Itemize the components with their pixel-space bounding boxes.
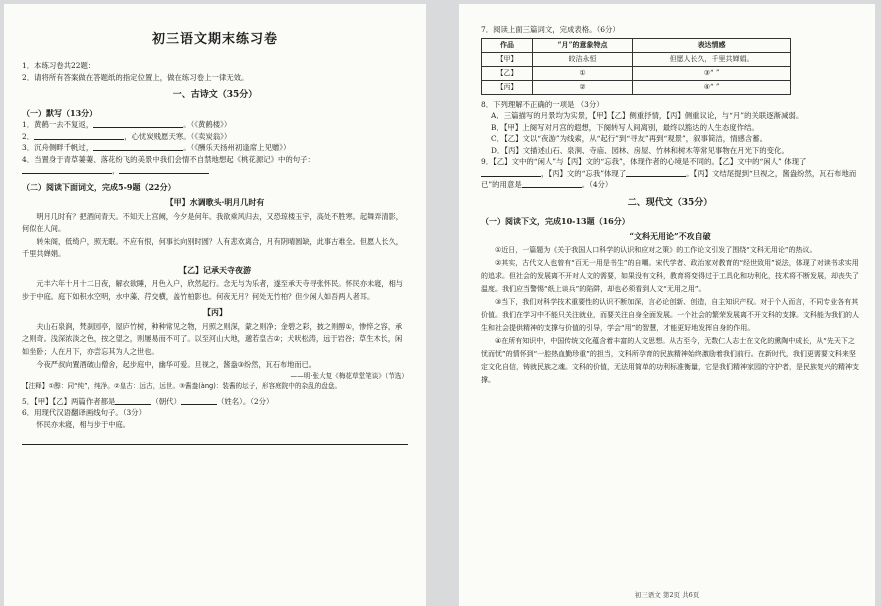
- answer-blank[interactable]: [522, 180, 582, 188]
- essay-paragraph: ④在所有知识中，中国传统文化蕴含着丰富的人文思想。从古至今，无数仁人志士在文化的熏陶中成长，从“先天下之忧而忧”的情怀到“一腔热血勤珍重”的担当，文科所孕育的民族精神始终激励着我们前行。在新时代，我们更需要文科来坚定文化自信，铸就民族之魂。文科的价值，无法用简单的功利标准衡量，它是我们精神家园的守护者，是民族复兴的精神支撑。: [481, 336, 859, 384]
- question-8-option-b: B．【甲】上阕写对月宫的遐想，下阕转写人间离别，最终以豁达的人生态度作结。: [491, 122, 759, 132]
- answer-line[interactable]: [22, 435, 408, 445]
- answer-blank[interactable]: [93, 120, 183, 128]
- dictation-question-4-blanks: ，: [22, 165, 408, 176]
- question-8-option-d: D．【丙】文描述山石、泉涧、寺庙、园林、房屋、竹林和树木等常见事物在月光下的变化。: [491, 145, 789, 155]
- question-9: 9．【乙】文中的“闲人”与【丙】文的“忘我”，体现作者的心境是不同的。【乙】文中的“闲人” 体现了，【丙】文的“忘我”体现了 。【丙】文结尾提到“旦视之，酱盎纷然，瓦石布地而已”的用意是 。（4分）: [481, 157, 857, 190]
- text-jia-paragraph: 明月几时有？把酒问青天。不知天上宫阙，今夕是何年。我欲乘风归去，又恐琼楼玉宇，高处不胜寒。起舞弄清影，何似在人间。: [22, 211, 403, 234]
- question-6: 6．用现代汉语翻译画线句子。（3分）: [22, 408, 146, 418]
- text-yi-title: 【乙】记承天寺夜游: [179, 264, 251, 275]
- text-bing-annotation: 【注释】①醇：同“纯”，纯净。②皇古：远古，远世。③酱盎(àng)：装酱的坛子，形容庭院中的杂乱的盘盘。: [22, 382, 342, 391]
- table-header: “月”的意象特点: [532, 39, 632, 53]
- text-jia-title: 【甲】水调歌头·明月几时有: [165, 197, 265, 208]
- text-bing-source: ——明·张大复《梅花草堂笔谈》（节选）: [290, 372, 408, 381]
- question-6-sentence: 怀民亦未寝，相与步于中庭。: [36, 419, 130, 429]
- exam-title: 初三语文期末练习卷: [151, 32, 278, 47]
- answer-blank[interactable]: [22, 166, 112, 174]
- part-modern-reading-title: （一）阅读下文，完成10-13题（16分）: [481, 215, 630, 226]
- section-modern-title: 二、现代文（35分）: [627, 197, 713, 208]
- table-cell-work: 【乙】: [482, 67, 533, 81]
- answer-blank[interactable]: [119, 166, 209, 174]
- essay-paragraph: ①近日，一篇题为《关于我国人口科学的认识和应对之策》的工作论文引发了围绕“文科无用论”的热议。: [495, 246, 817, 255]
- table-row: [482, 67, 791, 81]
- table-header-row: [482, 39, 791, 53]
- question-5: 5．【甲】【乙】两篇作者都是 （朝代） （姓名）。（2分）: [22, 396, 274, 406]
- dictation-question-1: 1．黄鹤一去不复返， 。（《黄鹤楼》）: [22, 120, 232, 130]
- text-bing-paragraph: 夫山石泉涧，梵刹园亭，屋庐竹树，种种常见之物，月照之则深，蒙之则净；金碧之彩，披之则醇①，惨悴之容，承之则奇。浅深浓淡之色，按之望之，则屡易而不可了。以至河山大地，邈若皇古②；犬吠松涛，远于岩谷；草生木长，闲如坐卧；人在月下，亦尝忘其为人之世也。: [22, 321, 403, 357]
- dictation-question-3: 3．沉舟侧畔千帆过， 。（《酬乐天扬州初逢席上见赠》）: [22, 143, 291, 153]
- table-cell-emotion[interactable]: ④“ ”: [633, 81, 791, 95]
- question-8-option-c: C．【乙】文以“夜游”为线索，从“起行”到“寻友”再到“观景”，叙事简洁，情感含蓄。: [491, 134, 768, 144]
- table-row: [482, 53, 791, 67]
- essay-title: “文科无用论”不攻自破: [629, 230, 711, 241]
- dictation-question-4: 4．当置身于青草萋萋、落花纷飞的美景中我们会情不自禁地想起《桃花源记》中的句子：: [22, 154, 315, 164]
- essay-paragraph: ②其实，古代文人也曾有“百无一用是书生”的自嘲。宋代学者、政治家对教育的“经世致用”说法，体现了对读书求实用的追求。但社会的发展离不开对人文的需要，如果没有文科，教育将变得过于工具化和功利化，技术将不断发展，却丧失了温度。我们应当警惕“纸上谈兵”的陷阱，却也必须看到人文“无用之用”。: [481, 259, 859, 294]
- table-cell-feature[interactable]: ①: [532, 67, 632, 81]
- question-8-option-a: A．三篇描写的月景均为实景，【甲】【乙】侧重抒情，【丙】侧重议论，与“月”的关联逐渐减弱。: [491, 111, 804, 121]
- instruction-2: 2．请将所有答案做在答题纸的指定位置上，做在练习卷上一律无效。: [22, 72, 249, 82]
- table-cell-feature[interactable]: ②: [532, 81, 632, 95]
- table-cell-work: 【丙】: [482, 81, 533, 95]
- dictation-question-2: 2． ，心忧炭贱愿天寒。（《卖炭翁》）: [22, 131, 232, 141]
- exam-page-left: [4, 4, 426, 606]
- answer-blank[interactable]: [93, 143, 183, 151]
- table-cell-work: 【甲】: [482, 53, 533, 67]
- question-8: 8．下列理解不正确的一项是 （3分）: [481, 99, 604, 109]
- answer-blank[interactable]: [34, 132, 124, 140]
- instruction-1: 1．本练习卷共22题：: [22, 61, 96, 71]
- question-7: 7．阅读上面三篇词文，完成表格。（6分）: [481, 25, 620, 34]
- section-classical-title: 一、古诗文（35分）: [172, 90, 258, 101]
- table-header: 表达情感: [633, 39, 791, 53]
- answer-blank[interactable]: [481, 169, 541, 177]
- text-bing-paragraph: 今夜严叔向置酒破山僧舍，起步庭中，幽华可爱。旦视之，酱盎③纷然，瓦石布地而已。: [36, 359, 316, 369]
- table-cell-feature: 皎洁永恒: [532, 53, 632, 67]
- answer-blank[interactable]: [626, 169, 686, 177]
- table-cell-emotion: 但愿人长久，千里共婵娟。: [633, 53, 791, 67]
- answer-blank[interactable]: [115, 397, 151, 405]
- part-dictation-title: （一）默写（13分）: [22, 108, 98, 119]
- text-bing-title: 【丙】: [203, 307, 227, 318]
- exam-page-right: [459, 4, 875, 606]
- table-header: 作品: [482, 39, 533, 53]
- page-footer: 初三语文 第2页 共6页: [634, 590, 700, 599]
- text-jia-paragraph: 转朱阁，低绮户，照无眠。不应有恨，何事长向别时圆？人有悲欢离合，月有阴晴圆缺，此事古难全。但愿人长久，千里共婵娟。: [22, 236, 403, 259]
- text-yi-paragraph: 元丰六年十月十二日夜，解衣欲睡，月色入户，欣然起行。念无与为乐者，遂至承天寺寻张怀民。怀民亦未寝，相与步于中庭。庭下如积水空明，水中藻、荇交横，盖竹柏影也。何夜无月？何处无竹柏？但少闲人如吾两人者耳。: [22, 279, 403, 301]
- table-row: [482, 81, 791, 95]
- essay-paragraph: ③当下，我们对科学技术重要性的认识不断加深，言必论创新、创造，自主知识产权。对于个人而言，不同专业各有其价值。我们在学习中不能只关注就业，而要关注自身全面发展。一个社会的繁荣发展离不开文科的支撑。文科能为我们的人生和社会提供精神的支撑与价值的引导，学会“用”的智慧，才能更好地发挥自身的作用。: [481, 298, 859, 332]
- part-reading-title: （二）阅读下面词文，完成5-9题（22分）: [22, 181, 176, 192]
- question-7-table: [481, 38, 791, 94]
- table-cell-emotion[interactable]: ③“ ”: [633, 67, 791, 81]
- answer-blank[interactable]: [181, 397, 217, 405]
